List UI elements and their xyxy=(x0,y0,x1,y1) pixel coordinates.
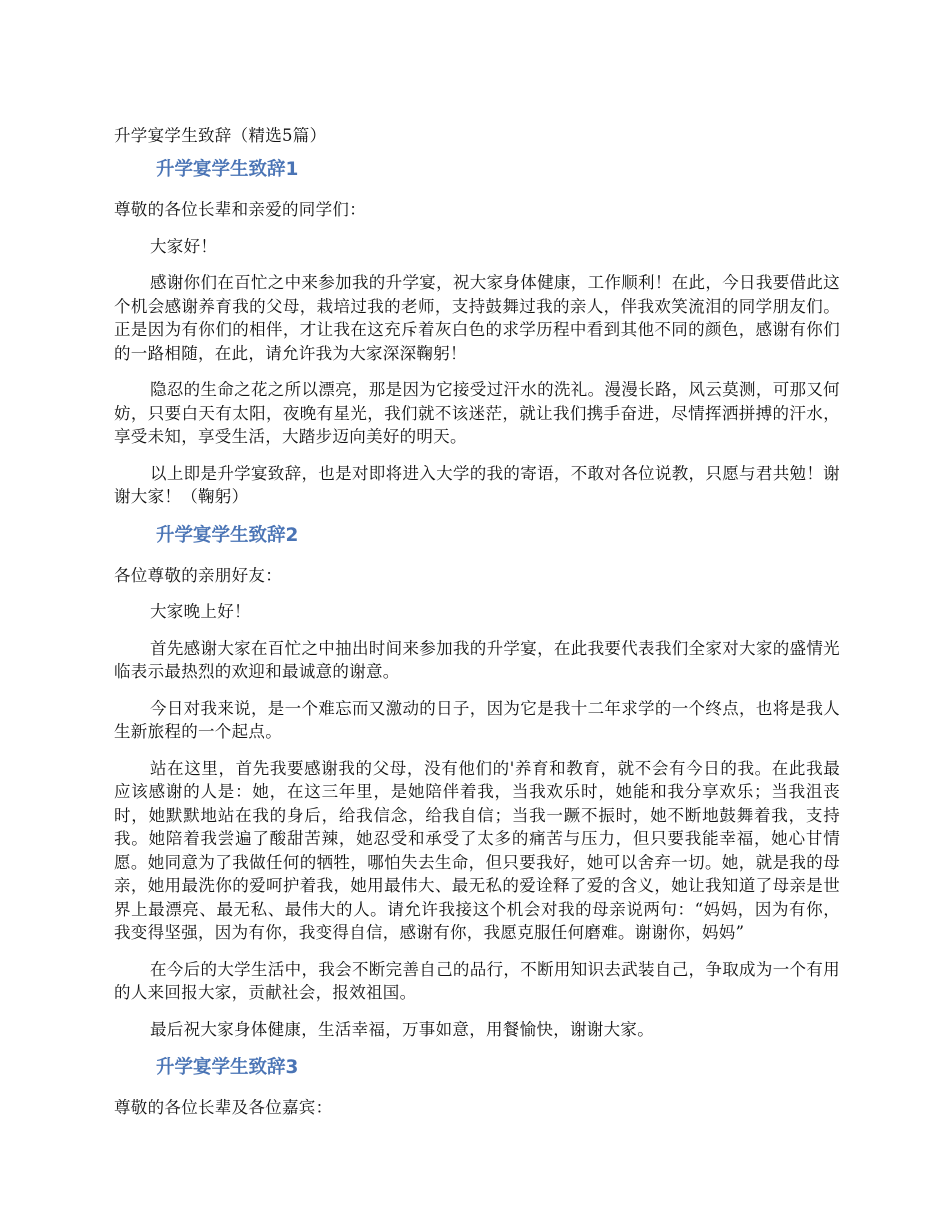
document-page xyxy=(114,124,840,1133)
paragraph: 最后祝大家身体健康，生活幸福，万事如意，用餐愉快，谢谢大家。 xyxy=(150,1019,654,1039)
paragraph: 大家好！ xyxy=(150,236,218,256)
salutation: 各位尊敬的亲朋好友： xyxy=(114,565,282,585)
paragraph: 隐忍的生命之花之所以漂亮，那是因为它接受过汗水的洗礼。漫漫长路，风云莫测，可那又何妨，只要白天有太阳，夜晚有星光，我们就不该迷茫，就让我们携手奋进，尽情挥洒拼搏的汗水，享受未知，享受生活，大踏步迈向美好的明天。 xyxy=(114,380,840,446)
salutation: 尊敬的各位长辈及各位嘉宾： xyxy=(114,1098,333,1117)
salutation: 尊敬的各位长辈和亲爱的同学们： xyxy=(114,200,366,219)
paragraph: 大家晚上好！ xyxy=(150,602,251,621)
document-title: 升学宴学生致辞（精选5篇） xyxy=(114,126,327,145)
speech-section-2 xyxy=(114,522,840,1042)
section-heading: 升学宴学生致辞3 xyxy=(156,1057,299,1078)
paragraph: 今日对我来说，是一个难忘而又激动的日子，因为它是我十二年求学的一个终点，也将是我人生新旅程的一个起点。 xyxy=(114,698,840,741)
section-heading: 升学宴学生致辞2 xyxy=(156,524,299,546)
paragraph: 以上即是升学宴致辞，也是对即将进入大学的我的寄语，不敢对各位说教，只愿与君共勉！谢谢大家！（鞠躬） xyxy=(114,463,840,506)
paragraph: 感谢你们在百忙之中来参加我的升学宴，祝大家身体健康，工作顺利！在此，今日我要借此这个机会感谢养育我的父母，栽培过我的老师，支持鼓舞过我的亲人，伴我欢笑流泪的同学朋友们。正是因为有你们的相伴，才让我在这充斥着灰白色的求学历程中看到其他不同的颜色，感谢有你们的一路相随，在此，请允许我为大家深深鞠躬！ xyxy=(114,273,840,363)
section-heading: 升学宴学生致辞1 xyxy=(156,159,299,180)
speech-section-1 xyxy=(114,156,840,509)
speech-section-3 xyxy=(114,1054,840,1120)
paragraph: 在今后的大学生活中，我会不断完善自己的品行，不断用知识去武装自己，争取成为一个有用的人来回报大家，贡献社会，报效祖国。 xyxy=(114,959,840,1002)
paragraph: 站在这里，首先我要感谢我的父母，没有他们的'养育和教育，就不会有今日的我。在此我最应该感谢的人是：她，在这三年里，是她陪伴着我，当我欢乐时，她能和我分享欢乐；当我沮丧时，她默默地站在我的身后，给我信念，给我自信；当我一蹶不振时，她不断地鼓舞着我，支持我。她陪着我尝遍了酸甜苦辣，她忍受和承受了太多的痛苦与压力，但只要我能幸福，她心甘情愿。她同意为了我做任何的牺牲，哪怕失去生命，但只要我好，她可以舍弃一切。她，就是我的母亲，她用最洗你的爱呵护着我，她用最伟大、最无私的爱诠释了爱的含义，她让我知道了母亲是世界上最漂亮、最无私、最伟大的人。请允许我接这个机会对我的母亲说两句：“妈妈，因为有你，我变得坚强，因为有你，我变得自信，感谢有你，我愿克服任何磨难。谢谢你，妈妈” xyxy=(114,758,840,942)
paragraph: 首先感谢大家在百忙之中抽出时间来参加我的升学宴，在此我要代表我们全家对大家的盛情光临表示最热烈的欢迎和最诚意的谢意。 xyxy=(114,638,840,681)
